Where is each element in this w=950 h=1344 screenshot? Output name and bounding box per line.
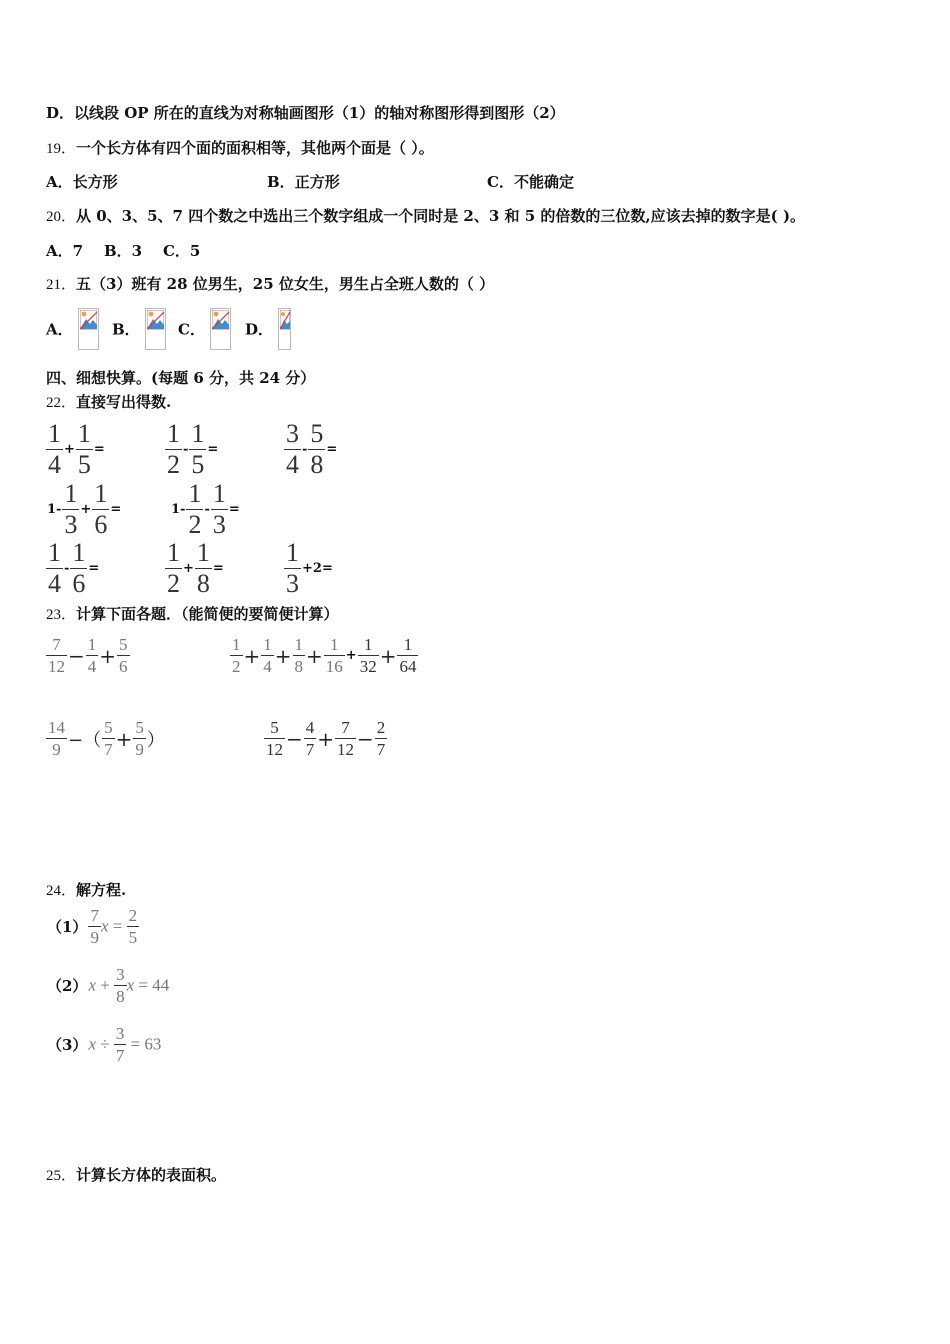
denominator: 9 [52, 740, 61, 759]
numerator: 1 [196, 538, 210, 567]
fraction [46, 636, 67, 675]
fraction [117, 636, 130, 675]
q24-equation-1: （1） $\frac{7}{9}$ x = $\frac{2}{5}$ [47, 906, 138, 947]
numerator: 1 [87, 635, 97, 654]
option-label: C． [487, 173, 514, 191]
denominator: 3 [286, 569, 299, 598]
denominator: 16 [325, 657, 343, 676]
question-number: 24． [46, 883, 77, 899]
fraction [92, 481, 109, 538]
numerator: 5 [264, 719, 285, 739]
q22-item-7 [165, 540, 225, 597]
q22-item-3 [284, 421, 338, 478]
numerator: 5 [104, 718, 113, 737]
broken-image-icon [278, 308, 291, 350]
question-number: 21． [46, 277, 77, 293]
section-4-title: 四、细想快算。(每题 6 分，共 24 分） [46, 369, 316, 387]
denominator: 7 [376, 740, 386, 759]
operator: = [326, 442, 338, 457]
fraction [335, 719, 356, 758]
operator: = [212, 561, 224, 576]
operator: （1） [47, 918, 88, 936]
q23-expression-4 [264, 719, 387, 758]
denominator: 6 [72, 569, 86, 598]
operator: - [64, 561, 70, 576]
q24-equation-3: （3）x ÷ $\frac{3}{7}$ = 63 [47, 1024, 162, 1065]
operator: + [115, 726, 133, 751]
fraction [211, 481, 228, 538]
operator: − [286, 726, 303, 751]
numerator: 1 [72, 538, 86, 567]
fraction [165, 540, 182, 597]
fraction [114, 1025, 127, 1064]
operator: + [99, 643, 117, 668]
numerator: 1 [94, 479, 108, 508]
question-24 [46, 879, 126, 900]
fraction [230, 636, 243, 675]
q22-item-1 [46, 421, 106, 478]
numerator: 14 [48, 718, 65, 737]
fraction [358, 636, 379, 675]
q19-option-b[interactable] [267, 171, 340, 192]
question-text: 从 0、3、5、7 四个数之中选出三个数字组成一个同时是 2、3 和 5 的倍数的三位数,应该去掉的数字是( )。 [76, 207, 806, 225]
denominator: 2 [188, 510, 202, 539]
numerator: 3 [116, 965, 125, 984]
denominator: 3 [212, 510, 226, 539]
question-number: 20． [46, 209, 77, 225]
q21-option-c[interactable] [178, 308, 231, 350]
question-number: 23． [46, 607, 77, 623]
operator: 1- [47, 502, 62, 517]
numerator: 1 [167, 538, 180, 567]
q21-option-b[interactable] [112, 308, 166, 350]
numerator: 7 [335, 719, 356, 739]
operator: + [183, 561, 194, 576]
denominator: 32 [359, 657, 377, 676]
fraction [186, 481, 203, 538]
broken-image-icon [210, 308, 231, 350]
denominator: 4 [263, 657, 272, 676]
denominator: 8 [310, 450, 324, 479]
denominator: 5 [128, 928, 138, 947]
numerator: 1 [188, 479, 202, 508]
option-text: 以线段 OP 所在的直线为对称轴画图形（1）的轴对称图形得到图形（2） [74, 104, 565, 122]
numerator: 1 [397, 636, 418, 656]
fraction [293, 636, 306, 675]
q18-option-d [46, 102, 565, 123]
denominator: 7 [115, 1046, 125, 1065]
numerator: 2 [376, 718, 386, 737]
numerator: 7 [46, 636, 67, 656]
q22-item-5 [170, 481, 241, 538]
fraction [324, 636, 345, 675]
q19-option-a[interactable] [46, 171, 118, 192]
numerator: 1 [64, 479, 78, 508]
operator: +2= [302, 561, 333, 576]
q21-option-a[interactable] [46, 308, 99, 350]
numerator: 1 [191, 419, 205, 448]
denominator: 8 [294, 657, 304, 676]
fraction [127, 907, 140, 946]
fraction [102, 719, 115, 758]
question-19 [46, 137, 434, 158]
option-label: D． [245, 320, 274, 339]
question-22 [46, 391, 171, 412]
option-text: 不能确定 [513, 173, 574, 191]
operator: − [68, 643, 85, 668]
question-21 [46, 273, 494, 294]
denominator: 64 [399, 657, 417, 676]
operator: − [357, 726, 374, 751]
fraction [70, 540, 87, 597]
q22-item-8 [284, 540, 334, 597]
q23-expression-1 [46, 636, 130, 675]
fraction [189, 421, 206, 478]
fraction [114, 966, 127, 1005]
denominator: 9 [90, 928, 99, 947]
denominator: 7 [305, 740, 315, 759]
q20-options: A．7 B．3 C．5 [46, 242, 201, 260]
q23-expression-2 [230, 636, 418, 675]
denominator: 4 [48, 450, 61, 479]
numerator: 1 [324, 636, 345, 656]
operator: + [306, 643, 323, 668]
question-text: 一个长方体有四个面的面积相等，其他两个面是（ ）。 [76, 139, 434, 157]
option-label: B． [267, 173, 295, 191]
denominator: 12 [48, 657, 65, 676]
q19-option-c[interactable] [487, 171, 574, 192]
denominator: 12 [337, 740, 355, 759]
fraction [46, 421, 63, 478]
numerator: 1 [48, 538, 61, 567]
numerator: 1 [286, 538, 299, 567]
fraction [88, 907, 101, 946]
fraction [375, 719, 388, 758]
question-text: 直接写出得数. [76, 393, 172, 411]
fraction [46, 719, 67, 758]
denominator: 2 [167, 450, 180, 479]
numerator: 1 [358, 636, 379, 656]
numerator: 3 [286, 419, 299, 448]
question-text: 计算长方体的表面积。 [76, 1166, 227, 1184]
fraction [397, 636, 418, 675]
denominator: 2 [232, 657, 241, 676]
operator: - [302, 442, 308, 457]
denominator: 6 [94, 510, 108, 539]
question-number: 19． [46, 141, 77, 157]
operator: - [204, 502, 210, 517]
fraction [308, 421, 325, 478]
denominator: 4 [87, 657, 97, 676]
q21-option-d[interactable] [245, 308, 291, 350]
denominator: 3 [64, 510, 78, 539]
numerator: 1 [232, 635, 241, 654]
operator: ） [146, 729, 165, 751]
operator: 1- [171, 502, 186, 517]
numerator: 1 [212, 479, 226, 508]
numerator: 4 [305, 718, 315, 737]
operator: + [64, 442, 75, 457]
option-label: D． [46, 104, 75, 122]
broken-image-icon [78, 308, 99, 350]
operator: （2） [47, 977, 88, 995]
numerator: 1 [167, 419, 180, 448]
operator: = [207, 442, 219, 457]
question-number: 22． [46, 395, 77, 411]
q22-item-6 [46, 540, 100, 597]
numerator: 5 [310, 419, 324, 448]
denominator: 7 [104, 740, 113, 759]
denominator: 4 [48, 569, 61, 598]
question-23 [46, 603, 339, 624]
fraction [62, 481, 79, 538]
denominator: 12 [266, 740, 283, 759]
denominator: 8 [196, 569, 210, 598]
denominator: 9 [135, 740, 144, 759]
denominator: 2 [167, 569, 180, 598]
question-number: 25． [46, 1168, 77, 1184]
broken-image-icon [145, 308, 166, 350]
operator: （3） [47, 1036, 88, 1054]
fraction [195, 540, 212, 597]
fraction [284, 540, 301, 597]
operator: −（ [68, 729, 102, 751]
q23-expression-3 [46, 719, 166, 758]
operator: = [228, 502, 240, 517]
operator: = [93, 442, 105, 457]
fraction [165, 421, 182, 478]
numerator: 3 [115, 1024, 125, 1043]
operator: = [110, 502, 122, 517]
numerator: 1 [294, 635, 304, 654]
operator: + [379, 643, 397, 668]
numerator: 1 [48, 419, 61, 448]
operator: + [317, 726, 335, 751]
numerator: 1 [263, 635, 272, 654]
question-text: 计算下面各题．（能简便的要简便计算） [76, 605, 339, 623]
operator: = [88, 561, 100, 576]
numerator: 2 [128, 906, 138, 925]
numerator: 5 [135, 718, 144, 737]
operator: + [345, 648, 357, 663]
numerator: 1 [77, 419, 91, 448]
numerator: 7 [90, 906, 99, 925]
numerator: 5 [119, 635, 128, 654]
operator: + [80, 502, 92, 517]
denominator: 5 [191, 450, 205, 479]
fraction [284, 421, 301, 478]
option-label: A． [46, 173, 73, 191]
denominator: 4 [286, 450, 299, 479]
fraction [46, 540, 63, 597]
fraction [133, 719, 146, 758]
q24-equation-2: （2）x + $\frac{3}{8}$ x = 44 [47, 965, 170, 1006]
fraction [304, 719, 317, 758]
operator: - [183, 442, 189, 457]
option-label: B． [112, 320, 140, 339]
fraction [76, 421, 93, 478]
question-20 [46, 205, 805, 226]
option-label: C． [178, 320, 205, 339]
operator: + [243, 643, 261, 668]
q22-item-4 [46, 481, 122, 538]
option-text: 长方形 [72, 173, 118, 191]
q22-item-2 [165, 421, 219, 478]
denominator: 5 [77, 450, 91, 479]
fraction [264, 719, 285, 758]
question-25 [46, 1164, 226, 1185]
question-text: 五（3）班有 28 位男生，25 位女生，男生占全班人数的（ ） [76, 275, 495, 293]
fraction [261, 636, 274, 675]
option-text: 正方形 [294, 173, 340, 191]
operator: + [274, 643, 292, 668]
fraction [86, 636, 99, 675]
question-text: 解方程. [76, 881, 127, 899]
denominator: 8 [116, 987, 125, 1006]
denominator: 6 [119, 657, 128, 676]
option-label: A． [46, 320, 73, 339]
